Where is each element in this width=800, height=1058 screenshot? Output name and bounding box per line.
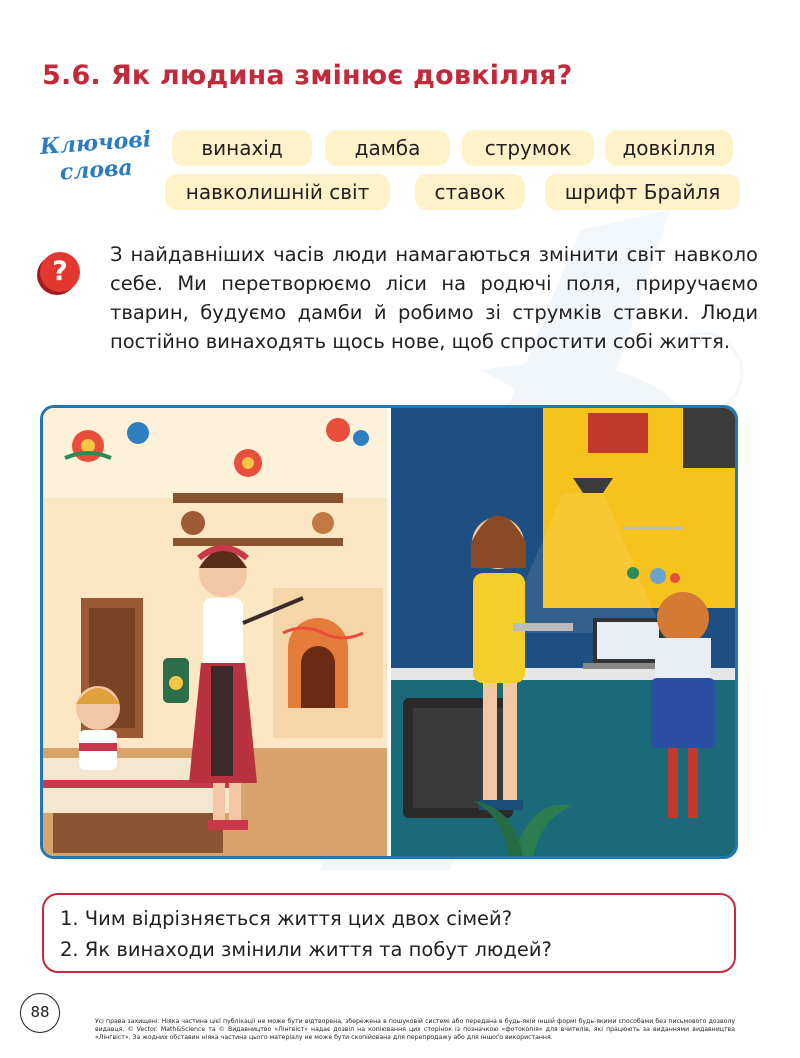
page-number: 88 <box>20 993 60 1033</box>
copyright-notice: Усі права захищені. Ніяка частина цієї публікації не може бути відтворена, збережена в пошуковій системі або передана в будь-якій іншій формі будь-якими способами без письмового дозволу видавця. © Vector. Math&Science та © Видавництво «Лінгвіст» надає дозвіл на копіювання цих сторінок із позначкою «фотокопія» для вчителів, які працюють за виданнями видавництва «Лінгвіст». За жодних обставин ніяка частина цього матеріалу не може бути скопійована для перепродажу або для іншого використання. <box>95 1018 735 1041</box>
keywords-label-line1: Ключові <box>39 126 152 160</box>
keyword-chip: довкілля <box>605 130 733 166</box>
keyword-chip: винахід <box>172 130 312 166</box>
keywords-label-line2: слова <box>59 154 134 186</box>
question-2: 2. Як винаходи змінили життя та побут людей? <box>60 938 552 961</box>
question-1: 1. Чим відрізняється життя цих двох сімей? <box>60 907 513 930</box>
traditional-home-scene <box>43 408 387 856</box>
keyword-chip: навколишній світ <box>165 174 390 210</box>
keyword-chip: дамба <box>325 130 450 166</box>
illustration <box>40 405 738 859</box>
illustration-svg <box>43 408 735 856</box>
keyword-chip: струмок <box>462 130 594 166</box>
lesson-title-text: Як людина змінює довкілля? <box>110 60 573 91</box>
keyword-chip: шрифт Брайля <box>545 174 740 210</box>
keyword-chip: ставок <box>415 174 525 210</box>
lesson-title <box>42 60 573 91</box>
intro-paragraph: З найдавніших часів люди намагаються змінити світ навколо себе. Ми перетворюємо ліси на родючі поля, приручаємо тварин, будуємо дамби й робимо зі струмків ставки. Люди постійно винаходять щось нове, щоб спростити собі життя. <box>110 243 758 353</box>
modern-kitchen-scene <box>391 408 735 856</box>
keywords-label <box>39 126 165 188</box>
lesson-number: 5.6. <box>42 60 101 91</box>
question-mark-icon: ? <box>40 252 80 292</box>
questions-box <box>42 893 736 973</box>
